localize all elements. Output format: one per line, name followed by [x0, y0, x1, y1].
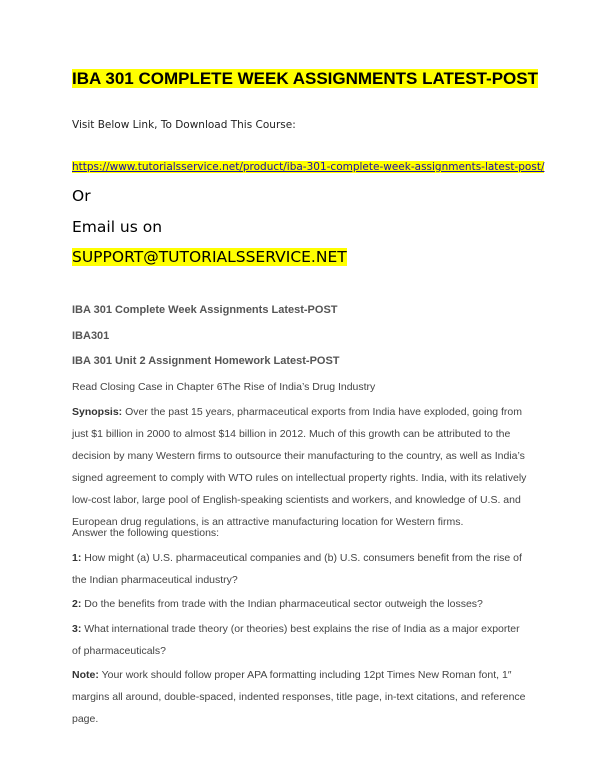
download-link[interactable] — [72, 160, 544, 174]
question-text: How might (a) U.S. pharmaceutical companies and (b) U.S. consumers benefit from the rise of the Indian pharmaceutical industry? — [72, 552, 522, 586]
synopsis-text: Over the past 15 years, pharmaceutical exports from India have exploded, going from just $1 billion in 2000 to almost $14 billion in 2012. Much of this growth can be attributed to the decision by many Western firms to outsource their manufacturing to the country, as well as India’s signed agreement to comply with WTO rules on intellectual property rights. India, with its relatively low-cost labor, large pool of English-speaking scientists and workers, and knowledge of U.S. and European drug regulations, is an attractive manufacturing location for Western firms. — [72, 406, 527, 528]
synopsis-paragraph — [72, 401, 532, 533]
question-1 — [72, 547, 530, 591]
page-title — [72, 68, 538, 90]
note-paragraph — [72, 664, 530, 730]
section-heading-unit: IBA 301 Unit 2 Assignment Homework Latest-POST — [72, 355, 340, 367]
answer-intro: Answer the following questions: — [72, 527, 220, 539]
page-title-text: IBA 301 COMPLETE WEEK ASSIGNMENTS LATEST-POST — [72, 69, 538, 88]
email-label: Email us on — [72, 218, 163, 236]
question-3 — [72, 618, 530, 662]
question-2 — [72, 593, 530, 615]
section-heading-course: IBA 301 Complete Week Assignments Latest-POST — [72, 304, 338, 316]
download-link-text[interactable]: https://www.tutorialsservice.net/product/iba-301-complete-week-assignments-latest-post/ — [72, 161, 545, 173]
section-heading-code: IBA301 — [72, 330, 110, 342]
question-number: 1: — [72, 552, 82, 564]
question-number: 3: — [72, 623, 82, 635]
or-text: Or — [72, 187, 91, 205]
note-label: Note: — [72, 669, 99, 681]
synopsis-label: Synopsis: — [72, 406, 123, 418]
note-text: Your work should follow proper APA formatting including 12pt Times New Roman font, 1″ margins all around, double-spaced, indented responses, title page, in-text citations, and reference page. — [72, 669, 526, 725]
reading-instruction: Read Closing Case in Chapter 6The Rise of India’s Drug Industry — [72, 381, 376, 393]
question-text: What international trade theory (or theories) best explains the rise of India as a major exporter of pharmaceuticals? — [72, 623, 520, 657]
question-number: 2: — [72, 598, 82, 610]
visit-instruction: Visit Below Link, To Download This Course: — [72, 119, 296, 131]
question-text: Do the benefits from trade with the Indian pharmaceutical sector outweigh the losses? — [81, 598, 483, 610]
support-email-text[interactable]: SUPPORT@TUTORIALSSERVICE.NET — [72, 248, 347, 266]
support-email[interactable] — [72, 247, 347, 267]
